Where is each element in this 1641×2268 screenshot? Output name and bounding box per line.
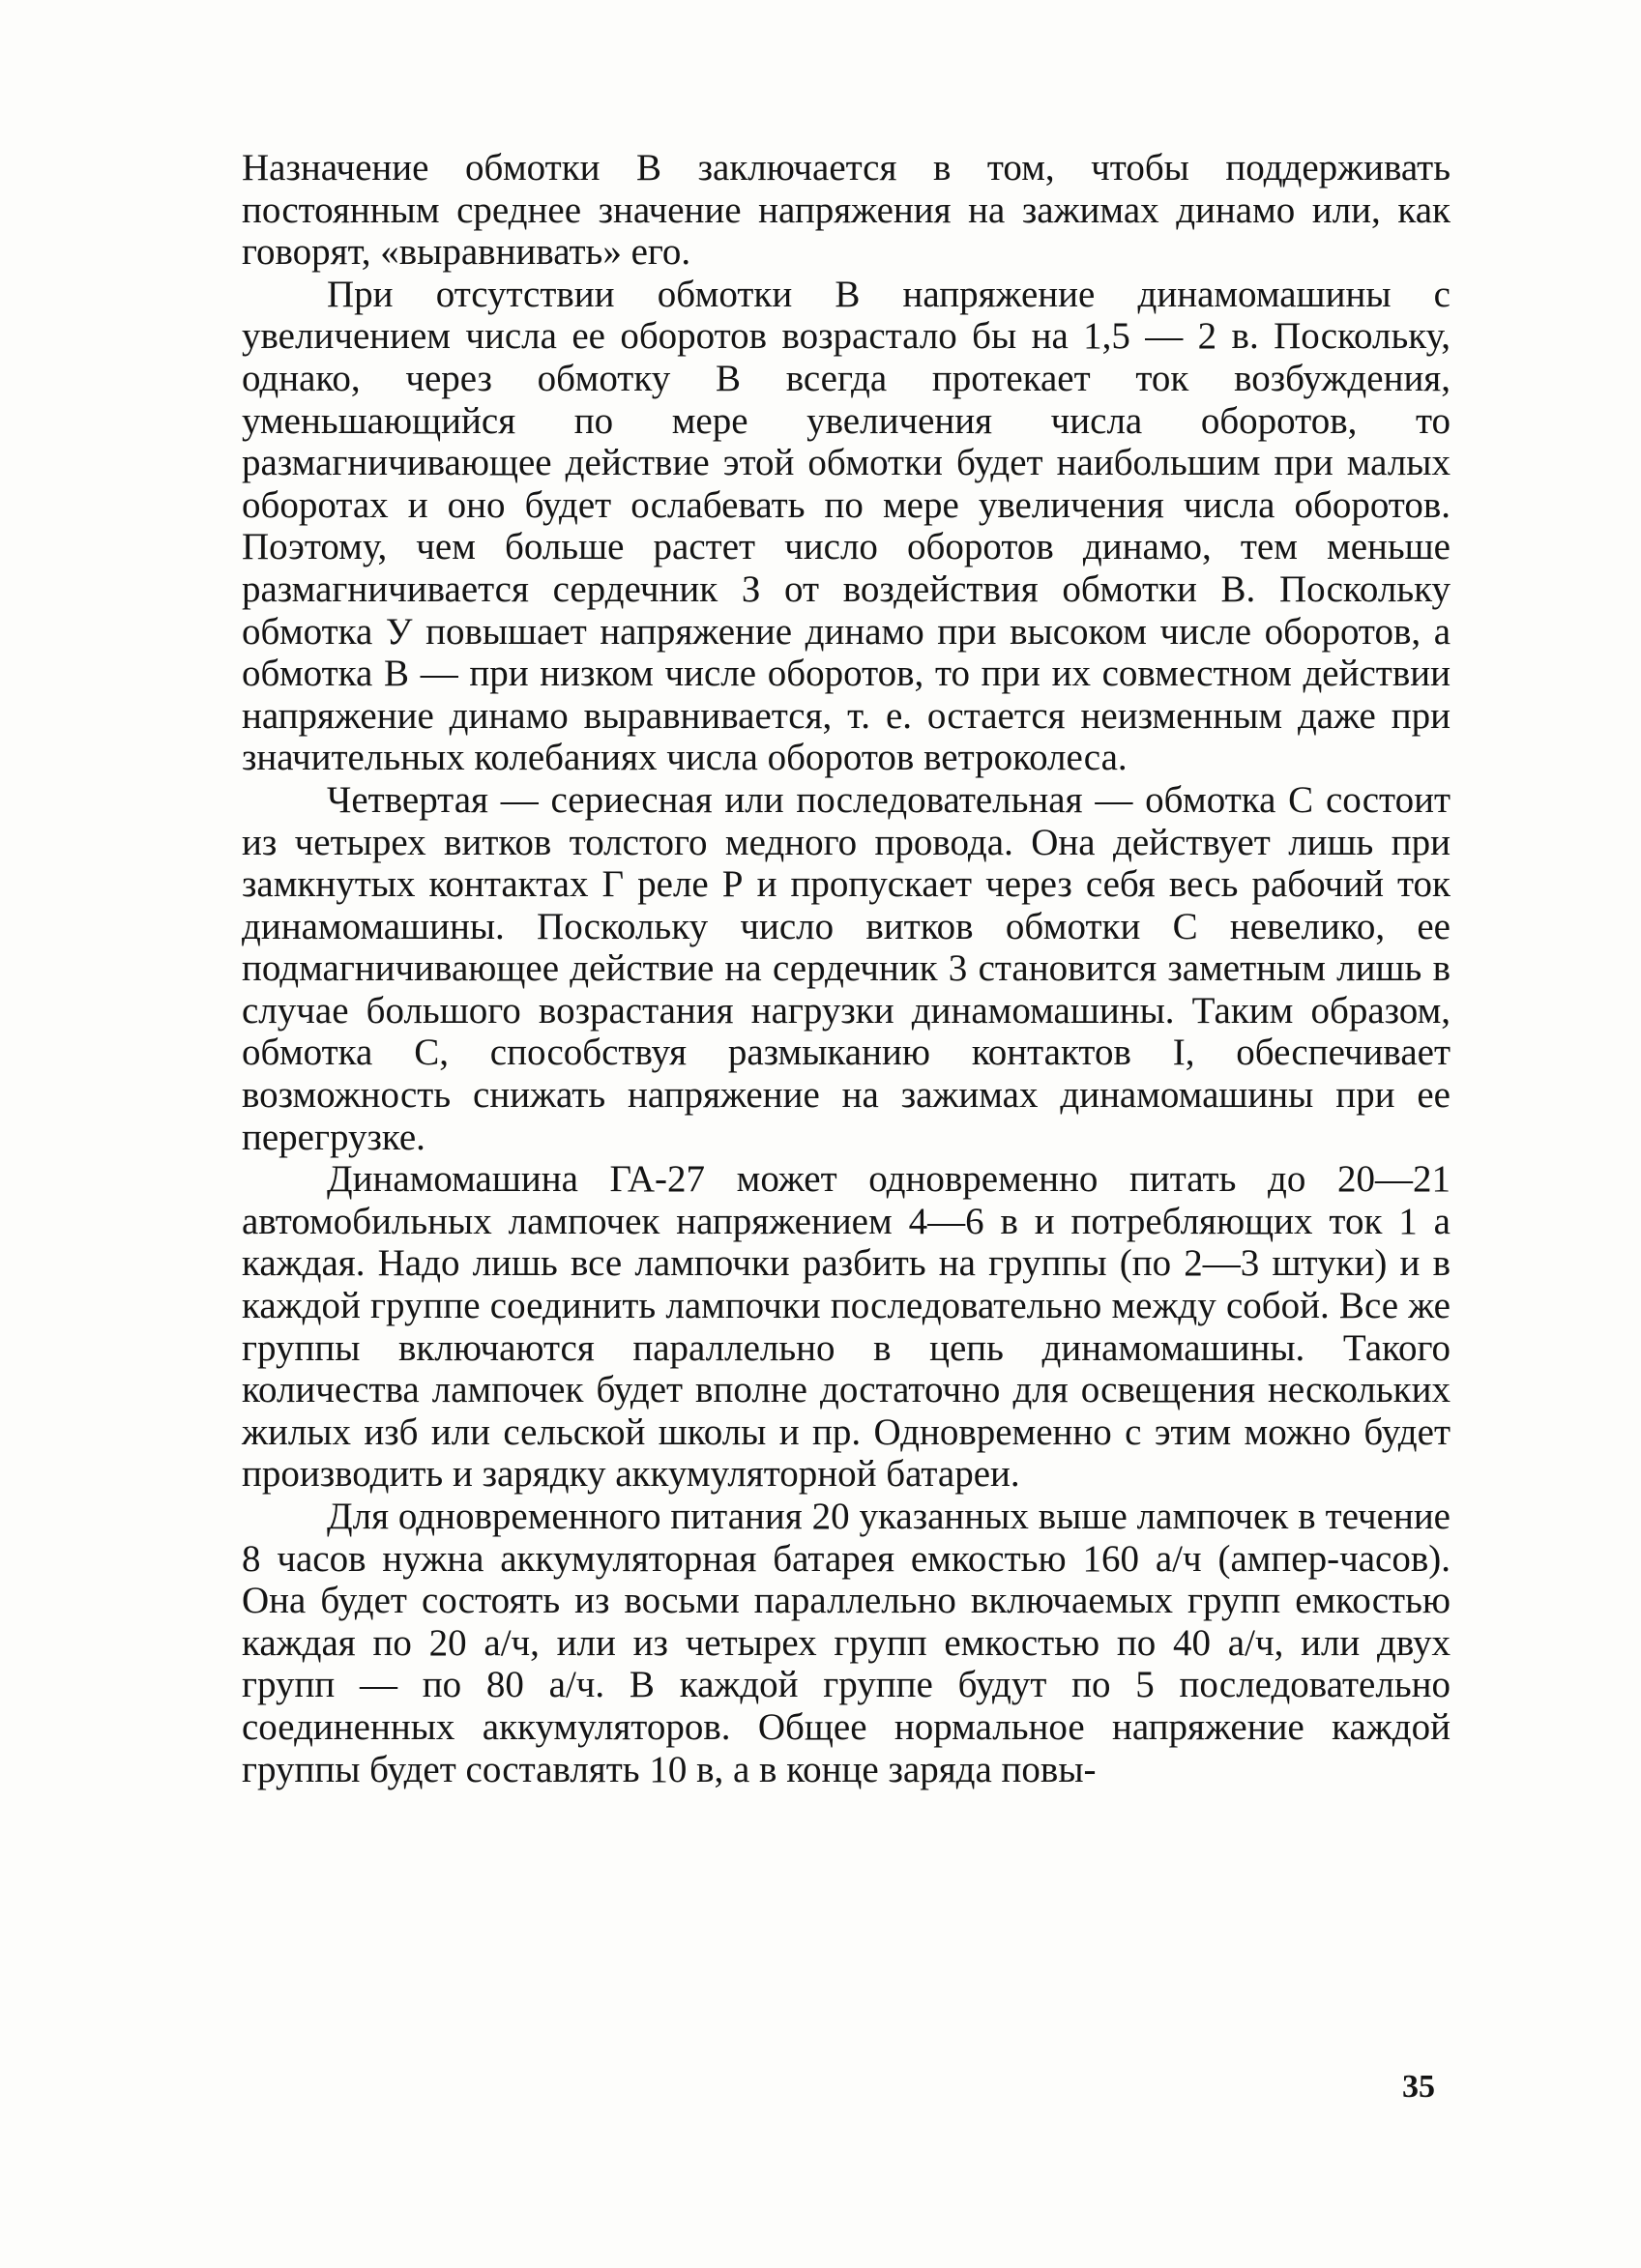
body-text [242,147,1451,1790]
paragraph: Для одновременного питания 20 указанных выше лампочек в течение 8 часов нужна аккумуляторная батарея емкостью 160 а/ч (ампер-часов). Она будет состоять из восьми параллельно включаемых групп емкостью каждая по 20 а/ч, или из четырех групп емкостью по 40 а/ч, или двух групп — по 80 а/ч. В каждой группе будут по 5 последовательно соединенных аккумуляторов. Общее нормальное напряжение каждой группы будет составлять 10 в, а в конце заряда повы- [242,1496,1451,1790]
paragraph: Динамомашина ГА-27 может одновременно питать до 20—21 автомобильных лампочек напряжением 4—6 в и потребляющих ток 1 а каждая. Надо лишь все лампочки разбить на группы (по 2—3 штуки) и в каждой группе соединить лампочки последовательно между собой. Все же группы включаются параллельно в цепь динамомашины. Такого количества лампочек будет вполне достаточно для освещения нескольких жилых изб или сельской школы и пр. Одновременно с этим можно будет производить и зарядку аккумуляторной батареи. [242,1158,1451,1496]
paragraph: При отсутствии обмотки В напряжение динамомашины с увеличением числа ее оборотов возрастало бы на 1,5 — 2 в. Поскольку, однако, через обмотку В всегда протекает ток возбуждения, уменьшающийся по мере увеличения числа оборотов, то размагничивающее действие этой обмотки будет наибольшим при малых оборотах и оно будет ослабевать по мере увеличения числа оборотов. Поэтому, чем больше растет число оборотов динамо, тем меньше размагничивается сердечник З от воздействия обмотки В. Поскольку обмотка У повышает напряжение динамо при высоком числе оборотов, а обмотка В — при низком числе оборотов, то при их совместном действии напряжение динамо выравнивается, т. е. остается неизменным даже при значительных колебаниях числа оборотов ветроколеса. [242,273,1451,779]
paragraph: Четвертая — сериесная или последовательная — обмотка С состоит из четырех витков толстого медного провода. Она действует лишь при замкнутых контактах Г реле Р и пропускает через себя весь рабочий ток динамомашины. Поскольку число витков обмотки С невелико, ее подмагничивающее действие на сердечник 3 становится заметным лишь в случае большого возрастания нагрузки динамомашины. Таким образом, обмотка С, способствуя размыканию контактов I, обеспечивает возможность снижать напряжение на зажимах динамомашины при ее перегрузке. [242,778,1451,1158]
paragraph: Назначение обмотки В заключается в том, чтобы поддерживать постоянным среднее значение напряжения на зажимах динамо или, как говорят, «выравнивать» его. [242,147,1451,274]
page-number: 35 [1402,2069,1435,2105]
